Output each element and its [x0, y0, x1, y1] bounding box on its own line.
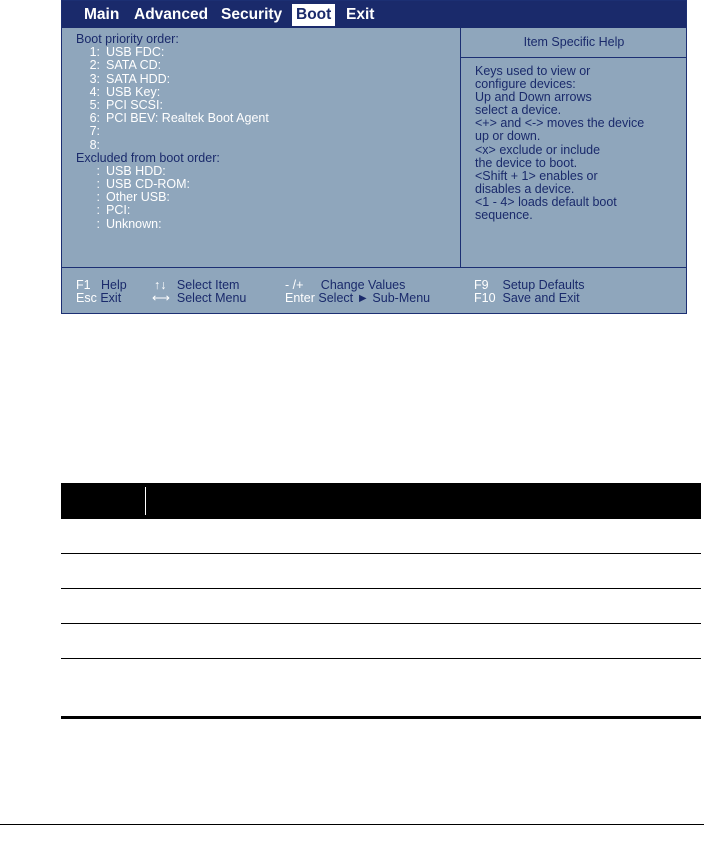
- help-line: <+> and <-> moves the device: [475, 116, 645, 131]
- boot-item-device: PCI BEV: Realtek Boot Agent: [106, 111, 269, 126]
- boot-item-number: 4:: [89, 84, 100, 99]
- up-down-arrows-icon: ↑↓: [154, 278, 167, 292]
- boot-item-device: SATA HDD:: [106, 71, 171, 86]
- boot-item-1[interactable]: [76, 46, 269, 59]
- excluded-item-marker: :: [96, 203, 100, 218]
- boot-item-number: 7:: [89, 124, 100, 139]
- help-line: <Shift + 1> enables or: [475, 168, 598, 183]
- key-legend-footer: [62, 267, 686, 314]
- boot-item-number: 3:: [89, 71, 100, 86]
- f1-label: Help: [101, 278, 127, 292]
- boot-item-device: USB FDC:: [106, 45, 165, 60]
- table-row: [61, 554, 701, 589]
- select-item-label: Select Item: [176, 278, 240, 292]
- left-right-arrows-icon: ⟷: [152, 291, 170, 305]
- help-line: Keys used to view or: [475, 64, 591, 78]
- boot-order-list: [76, 33, 269, 231]
- key-select-menu: [152, 292, 246, 305]
- menu-exit[interactable]: Exit: [346, 6, 375, 23]
- boot-item-number: 8:: [89, 137, 100, 152]
- save-exit-label: Save and Exit: [502, 291, 580, 305]
- change-values-label: Change Values: [320, 278, 406, 292]
- excluded-item-marker: :: [96, 190, 100, 205]
- menu-security[interactable]: Security: [221, 6, 283, 23]
- help-line: the device to boot.: [475, 155, 578, 170]
- boot-item-device: PCI SCSI:: [106, 97, 163, 112]
- table-row: [61, 659, 701, 719]
- header-divider: [145, 487, 146, 515]
- excluded-item-marker: :: [96, 216, 100, 231]
- boot-item-number: 1:: [89, 45, 100, 60]
- boot-item-device: SATA CD:: [106, 58, 162, 73]
- bios-screenshot: [61, 0, 687, 314]
- excluded-item-device: PCI:: [106, 203, 131, 218]
- table-row: [61, 624, 701, 659]
- excluded-header: Excluded from boot order:: [76, 150, 220, 165]
- page-footer-rule: [0, 824, 704, 825]
- boot-item-8[interactable]: [76, 139, 269, 152]
- f9-key: F9: [474, 278, 489, 292]
- table-row: [61, 519, 701, 554]
- boot-item-number: 5:: [89, 97, 100, 112]
- excluded-item[interactable]: [76, 218, 269, 231]
- bios-menu-bar: [62, 1, 686, 28]
- excluded-item-marker: :: [96, 177, 100, 192]
- f1-key: F1: [76, 278, 91, 292]
- boot-item-number: 2:: [89, 58, 100, 73]
- esc-key: Esc: [76, 291, 97, 305]
- help-line: Up and Down arrows: [475, 90, 592, 105]
- boot-item-2[interactable]: [76, 59, 269, 72]
- boot-item-number: 6:: [89, 111, 100, 126]
- menu-advanced[interactable]: Advanced: [134, 6, 209, 23]
- key-exit: [76, 292, 121, 305]
- excluded-item-device: USB CD-ROM:: [106, 177, 191, 192]
- help-line: select a device.: [475, 103, 562, 118]
- table-row: [61, 589, 701, 624]
- menu-boot[interactable]: Boot: [292, 4, 335, 26]
- boot-item-device: USB Key:: [106, 84, 161, 99]
- boot-item-7[interactable]: [76, 125, 269, 138]
- help-text: [461, 58, 687, 222]
- help-line: sequence.: [475, 208, 533, 223]
- help-line: configure devices:: [475, 77, 576, 92]
- minus-plus-key: - /+: [285, 278, 304, 292]
- key-select-submenu: [285, 292, 430, 305]
- boot-options-table: [61, 483, 701, 719]
- excluded-item-marker: :: [96, 163, 100, 178]
- key-save-exit: [474, 292, 580, 305]
- excluded-item[interactable]: [76, 178, 269, 191]
- excluded-item-device: USB HDD:: [106, 163, 166, 178]
- help-title: Item Specific Help: [461, 28, 687, 58]
- excluded-item-device: Other USB:: [106, 190, 170, 205]
- excluded-item-device: Unknown:: [106, 216, 162, 231]
- select-menu-label: Select Menu: [176, 291, 247, 305]
- esc-label: Exit: [100, 291, 122, 305]
- item-help-pane: [460, 28, 687, 267]
- boot-priority-header: Boot priority order:: [76, 32, 179, 46]
- help-line: <1 - 4> loads default boot: [475, 194, 617, 209]
- boot-item-4[interactable]: [76, 86, 269, 99]
- help-line: up or down.: [475, 129, 541, 144]
- help-line: <x> exclude or include: [475, 142, 601, 157]
- excluded-item[interactable]: [76, 191, 269, 204]
- help-line: disables a device.: [475, 181, 575, 196]
- setup-defaults-label: Setup Defaults: [502, 278, 585, 292]
- boot-item-6[interactable]: [76, 112, 269, 125]
- enter-key: Enter: [285, 291, 315, 305]
- table-header: [61, 483, 701, 519]
- f10-key: F10: [474, 291, 496, 305]
- select-submenu-label: Select ► Sub-Menu: [318, 291, 431, 305]
- excluded-item[interactable]: [76, 204, 269, 217]
- menu-main[interactable]: Main: [84, 6, 120, 23]
- boot-item-3[interactable]: [76, 73, 269, 86]
